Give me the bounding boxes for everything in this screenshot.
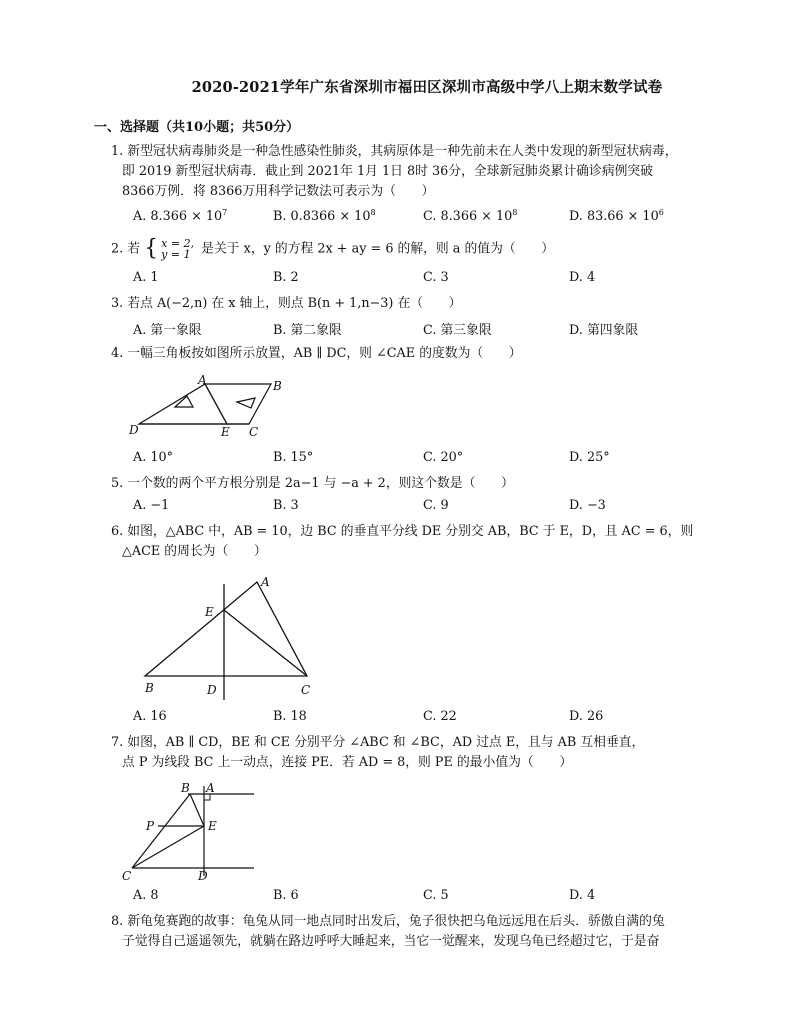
label-e: E (208, 819, 217, 833)
label-d: D (207, 683, 217, 697)
option-d[interactable]: D. −3 (569, 498, 606, 513)
label-c: C (301, 683, 311, 697)
page-title: 2020-2021学年广东省深圳市福田区深圳市高级中学八上期末数学试卷 (191, 79, 663, 96)
label-c: C (249, 425, 259, 439)
question-1 (111, 142, 716, 202)
question-2-options (133, 270, 613, 288)
label-b: B (145, 681, 154, 695)
option-c[interactable]: C. 20° (423, 450, 464, 465)
label-a: A (261, 575, 270, 589)
question-1-options (133, 208, 664, 226)
option-b[interactable]: B. 15° (273, 450, 314, 465)
question-7-options (133, 888, 613, 906)
brace-symbol: { (144, 236, 159, 261)
triangle-ruler-figure (125, 374, 295, 440)
question-8 (111, 912, 716, 952)
question-6-line-1: 6. 如图，△ABC 中，AB = 10，边 BC 的垂直平分线 DE 分别交 AB，BC 于 E，D，且 AC = 6，则 (111, 524, 694, 539)
question-6 (111, 522, 716, 562)
option-a[interactable]: A. 10° (133, 450, 174, 465)
question-1-line-2: 即 2019 新型冠状病毒．截止到 2021年 1月 1日 8时 36分，全球新冠肺炎累计确诊病例突破 (122, 164, 654, 179)
option-b[interactable]: B. 2 (273, 270, 299, 285)
label-d: D (198, 869, 208, 883)
question-4: 4. 一幅三角板按如图所示放置，AB ∥ DC，则 ∠CAE 的度数为（ ） (111, 346, 522, 361)
option-d[interactable]: D. $83.66 \times 10^6$ (569, 208, 664, 224)
option-b[interactable]: B. 6 (273, 888, 299, 903)
option-b[interactable]: B. 3 (273, 498, 299, 513)
option-c[interactable]: C. 22 (423, 709, 457, 724)
equation-system: x = 2, y = 1 (161, 237, 195, 261)
label-a: A (206, 781, 215, 795)
option-c[interactable]: C. 3 (423, 270, 449, 285)
option-a[interactable]: A. 8 (133, 888, 159, 903)
option-b[interactable]: B. 第二象限 (273, 323, 342, 338)
option-a[interactable]: A. 第一象限 (133, 323, 202, 338)
question-3: 3. 若点 A(−2,n) 在 x 轴上，则点 B(n + 1,n−3) 在（ ） (111, 296, 462, 311)
question-8-line-1: 8. 新龟兔赛跑的故事：龟兔从同一地点同时出发后，兔子很快把乌龟远远甩在后头．骄傲自满的兔 (111, 914, 665, 929)
option-c[interactable]: C. 第三象限 (423, 323, 492, 338)
option-d[interactable]: D. 第四象限 (569, 323, 639, 338)
option-d[interactable]: D. 4 (569, 270, 596, 285)
option-c[interactable]: C. $8.366 \times 10^8$ (423, 208, 518, 224)
question-8-line-2: 子觉得自己遥遥领先，就躺在路边呼呼大睡起来，当它一觉醒来，发现乌龟已经超过它，于是奋 (122, 934, 660, 949)
label-b: B (273, 379, 282, 393)
option-d[interactable]: D. 26 (569, 709, 604, 724)
label-c: C (122, 869, 132, 883)
question-2: 2. 若 { x = 2, y = 1 是关于 x，y 的方程 2x + ay = 6 的解，则 a 的值为（ ） (111, 236, 555, 261)
triangle-abc-figure (135, 570, 325, 705)
question-4-options (133, 450, 613, 468)
question-1-line-3: 8366万例．将 8366万用科学记数法可表示为（ ） (122, 184, 435, 199)
option-b[interactable]: B. $0.8366 \times 10^8$ (273, 208, 376, 224)
label-b: B (181, 781, 190, 795)
label-a: A (198, 374, 207, 387)
question-1-line-1: 1. 新型冠状病毒肺炎是一种急性感染性肺炎，其病原体是一种先前未在人类中发现的新型冠状病毒， (111, 144, 678, 159)
question-7 (111, 733, 716, 773)
label-d: D (129, 423, 139, 437)
question-7-line-2: 点 P 为线段 BC 上一动点，连接 PE．若 AD = 8，则 PE 的最小值为（ ） (122, 755, 573, 770)
option-a[interactable]: A. 1 (133, 270, 159, 285)
question-5: 5. 一个数的两个平方根分别是 2a−1 与 −a + 2，则这个数是（ ） (111, 476, 514, 491)
option-b[interactable]: B. 18 (273, 709, 307, 724)
question-3-options (133, 319, 639, 338)
label-e: E (221, 425, 230, 439)
question-6-line-2: △ACE 的周长为（ ） (122, 544, 267, 559)
parallel-lines-figure (118, 780, 258, 884)
label-p: P (146, 819, 155, 833)
option-a[interactable]: A. −1 (133, 498, 170, 513)
option-a[interactable]: A. $8.366 \times 10^7$ (133, 208, 228, 224)
question-5-options (133, 498, 613, 516)
question-6-options (133, 709, 613, 727)
option-c[interactable]: C. 5 (423, 888, 449, 903)
option-a[interactable]: A. 16 (133, 709, 167, 724)
section-heading: 一、选择题（共10小题；共50分） (94, 120, 300, 135)
option-d[interactable]: D. 4 (569, 888, 596, 903)
option-d[interactable]: D. 25° (569, 450, 610, 465)
option-c[interactable]: C. 9 (423, 498, 449, 513)
question-7-line-1: 7. 如图，AB ∥ CD，BE 和 CE 分别平分 ∠ABC 和 ∠BC，AD 过点 E，且与 AB 互相垂直， (111, 735, 645, 750)
label-e: E (205, 605, 214, 619)
